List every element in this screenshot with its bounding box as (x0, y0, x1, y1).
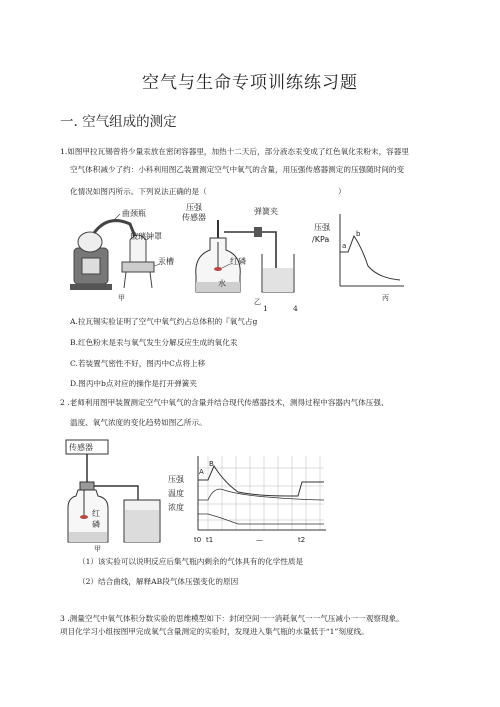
caption-bing: 丙 (382, 294, 389, 302)
trough-leg-right-shape (150, 272, 152, 288)
legend-concentration: 浓度 (168, 503, 184, 512)
page-title: 空气与生命专项训练练习题 (142, 73, 358, 93)
legend-pressure: 压强 (168, 475, 184, 484)
tick-t1: t1 (206, 536, 214, 544)
q2-concentration-curve (198, 514, 324, 524)
furnace-base-shape (70, 284, 112, 290)
q2-subquestion-2: （2）结合曲线，解释AB段气体压强变化的原因 (78, 577, 239, 586)
point-b-label: b (356, 230, 361, 238)
label-pressure-sensor-line-2: 传感器 (182, 213, 206, 222)
legend-temperature: 温度 (168, 489, 184, 498)
q1-stem-line-2: 空气体积减少了约：小科利用图乙装置测定空气中氧气的含量，用压强传感器测定的压强随时间的变 (70, 165, 405, 174)
retort-flask-shape (78, 232, 102, 252)
trough-leg-left-shape (124, 272, 126, 288)
tick-dash: — (256, 536, 263, 544)
q2-point-b-label: B (209, 460, 214, 468)
q1-figure-yi (180, 198, 310, 310)
label-mercury-trough: 汞槽 (158, 257, 174, 266)
axis-label-pressure-line-1: 压强 (314, 223, 330, 232)
q1-option-d: D.图丙中b点对应的操作是打开弹簧夹 (70, 379, 197, 388)
jar-stopper-shape (80, 482, 94, 490)
label-red-line-1: 红 (92, 509, 100, 518)
fraction-denominator: 4 (293, 304, 298, 313)
label-spring-clip: 弹簧夹 (254, 207, 278, 216)
q2-beaker-water-shape (125, 510, 159, 542)
q2-figure-jia (64, 438, 164, 552)
label-pressure-sensor-line-1: 压强 (186, 203, 202, 212)
q2-pressure-curve (198, 466, 324, 496)
q1-option-b: B.红色粉末是汞与氧气发生分解反应生成的氧化汞 (70, 338, 238, 347)
red-phosphorus-shape (214, 267, 222, 271)
q3-stem-line-2: 项目化学习小组按图甲完成氧气含量测定的实验时，发现进入集气瓶的水量低于“1”刻度线。 (60, 627, 369, 636)
label-bell-jar: 玻璃钟罩 (130, 232, 162, 241)
q2-stem-line-2: 温度、氧气浓度的变化趋势如图乙所示。 (70, 418, 207, 427)
spring-clip-shape (254, 227, 262, 237)
q2-point-a-label: A (199, 468, 204, 476)
q2-stem-line-1: 2 .老师利用图甲装置测定空气中氧气的含量并结合现代传感器技术，测得过程中容器内气体压强、 (60, 398, 389, 407)
label-retort: 曲颈瓶 (122, 209, 146, 218)
q1-option-c: C.若装置气密性不好，图丙中C点将上移 (70, 359, 206, 368)
section-heading-air-composition: 一. 空气组成的测定 (60, 114, 177, 130)
jar-water-shape (69, 532, 107, 542)
axis-label-pressure-line-2: /KPa (312, 235, 330, 244)
caption-jia: 甲 (118, 294, 125, 302)
label-water: 水 (218, 279, 226, 288)
fraction-numerator: 1 (263, 304, 268, 313)
q2-figure-yi-graph (168, 452, 328, 548)
caption-yi: 乙 (254, 298, 261, 306)
q1-figure-bing (310, 208, 410, 304)
beaker-water-shape (263, 268, 293, 292)
tick-t2: t2 (298, 536, 306, 544)
q2-graph-grid (198, 456, 324, 530)
label-red-phosphorus: 红磷 (230, 257, 246, 266)
q2-subquestion-1: （1）该实验可以说明反应后集气瓶内剩余的气体具有的化学性质是 (78, 557, 304, 566)
q1-answer-paren: ） (338, 187, 346, 196)
mercury-trough-shape (122, 262, 154, 272)
tick-t0: t0 (194, 536, 202, 544)
q1-figure-jia (60, 200, 180, 310)
q1-stem-line-3: 化情况如图丙所示。下列说法正确的是（ (70, 187, 207, 196)
label-red-line-2: 磷 (92, 520, 100, 529)
pressure-curve (340, 236, 400, 280)
q1-stem-line-1: 1.如图甲拉瓦锡曾将少量汞放在密闭容器里，加热十二天后，部分液态汞变成了红色氧化汞粉末，容器里 (60, 147, 409, 156)
red-phosphorus-q2-shape (80, 515, 88, 519)
q1-option-a: A.拉瓦锡实验证明了空气中氧气约占总体积的『氧气占g (70, 317, 258, 326)
furnace-window-shape (82, 258, 100, 274)
q3-stem-line-1: 3 .测量空气中氧气体积分数实验的思维模型如下：封闭空间一一消耗氧气一一气压减小一一观察现象。 (60, 614, 404, 623)
point-a-label: a (342, 242, 347, 250)
label-sensor: 传感器 (69, 443, 93, 452)
caption-q2-jia: 甲 (94, 545, 101, 552)
